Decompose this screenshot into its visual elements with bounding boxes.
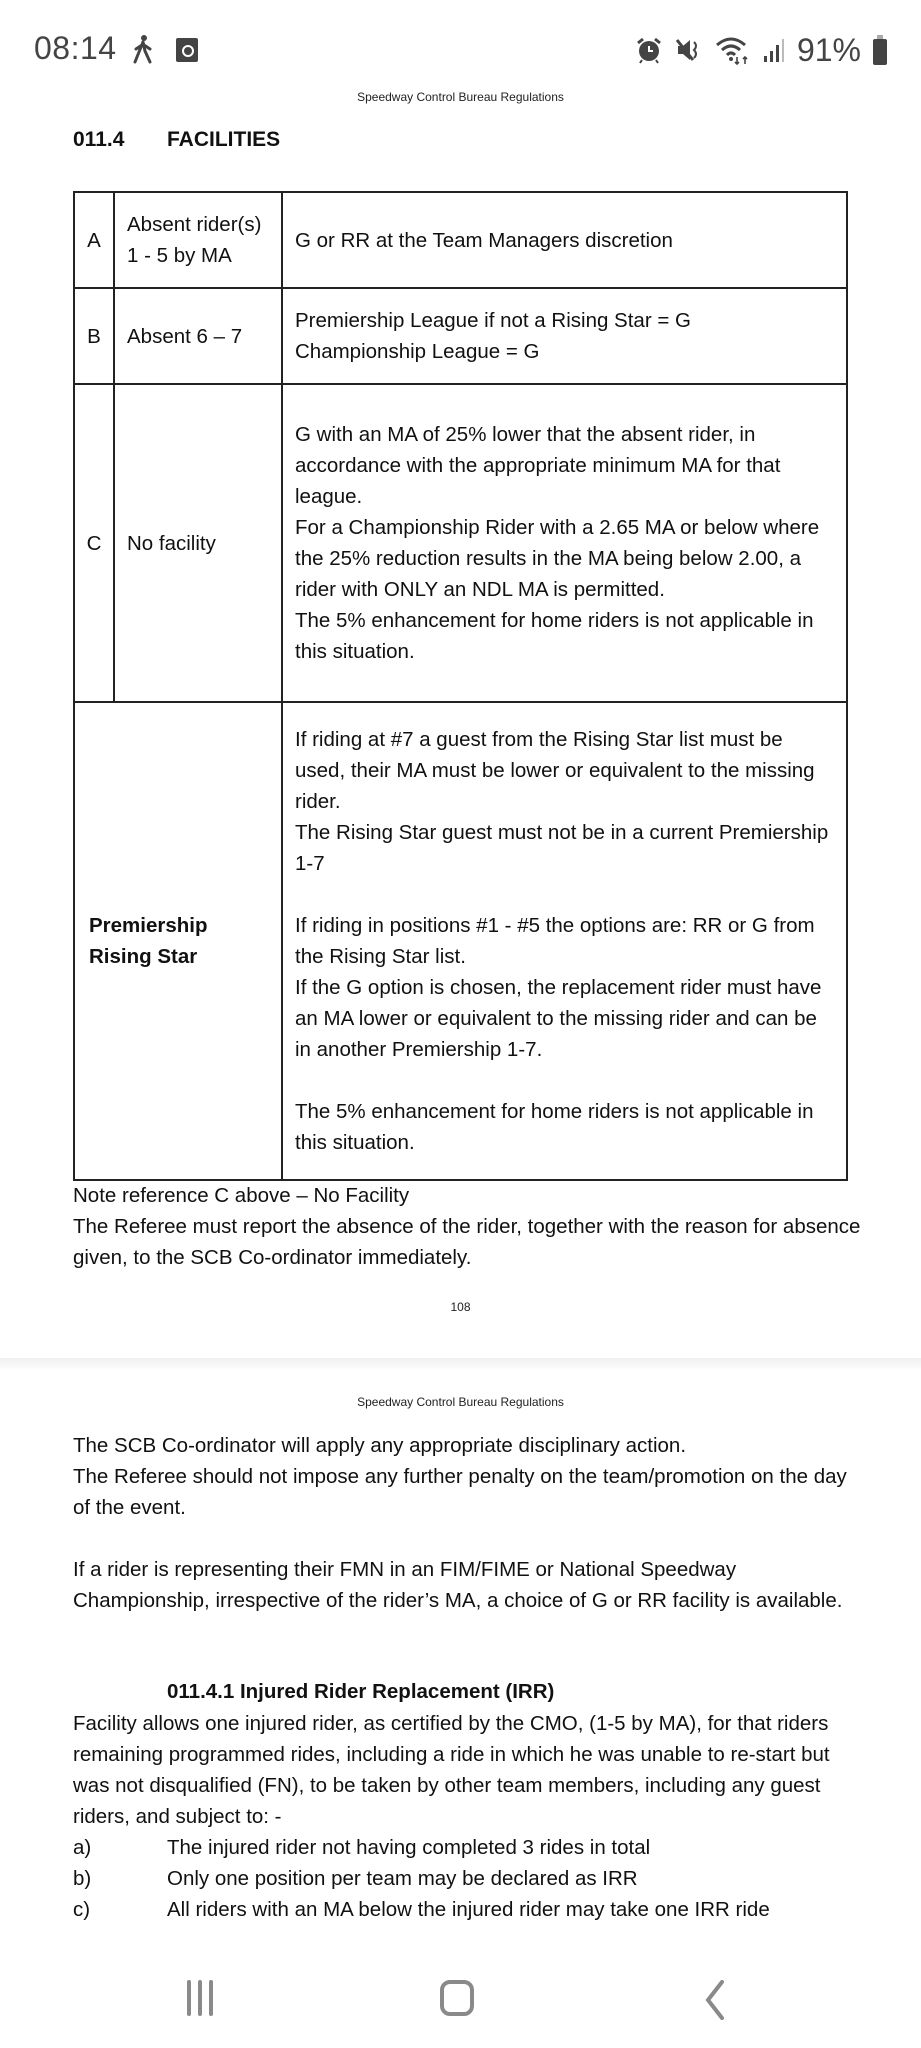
status-bar <box>0 0 921 100</box>
page-separator <box>0 1358 921 1370</box>
section-title <box>73 128 280 152</box>
note-heading: Note reference C above – No Facility <box>73 1184 410 1207</box>
list-item <box>73 1894 873 1925</box>
section-title-text: FACILITIES <box>167 128 281 151</box>
list-item <box>73 1832 873 1863</box>
recents-button[interactable] <box>182 1980 218 2020</box>
status-icons <box>635 30 887 70</box>
list-text: Only one position per team may be declared as IRR <box>167 1867 638 1890</box>
list-item <box>73 1863 873 1894</box>
navigation-bar <box>0 1940 921 2048</box>
facilities-table <box>73 191 848 1181</box>
table-row <box>74 192 847 288</box>
running-head: Speedway Control Bureau Regulations <box>357 1395 564 1409</box>
row-label: Absent rider(s) 1 - 5 by MA <box>114 192 282 288</box>
list-marker: c) <box>73 1898 91 1921</box>
paragraph: If a rider is representing their FMN in an FIM/FIME or National Speedway Championship, irrespective of the rider’s MA, a choice of G or RR facility is available. <box>73 1558 843 1612</box>
row-content: Premiership League if not a Rising Star = G Championship League = G <box>282 288 847 384</box>
list-text: All riders with an MA below the injured rider may take one IRR ride <box>167 1898 770 1921</box>
row-label: No facility <box>114 384 282 702</box>
list-text: The injured rider not having completed 3 rides in total <box>167 1836 651 1859</box>
alarm-icon <box>635 36 663 64</box>
row-code: B <box>74 288 114 384</box>
home-button[interactable] <box>440 1980 474 2016</box>
battery-icon <box>873 39 887 65</box>
mute-icon <box>675 36 703 64</box>
note-body: The Referee must report the absence of the rider, together with the reason for absence given, to the SCB Co-ordinator immediately. <box>73 1215 861 1269</box>
walking-person-icon <box>130 34 156 64</box>
recents-icon <box>187 1980 191 2016</box>
table-row <box>74 288 847 384</box>
list-marker: a) <box>73 1836 92 1859</box>
row-content: If riding at #7 a guest from the Rising Star list must be used, their MA must be lower or equivalent to the missing rider. The Rising Star guest must not be in a current Premiership 1-7 If riding in positions #1 - #5 the options are: RR or G from the Rising Star list. If the G option is chosen, the replacement rider must have an MA lower or equivalent to the missing rider and can be in another Premiership 1-7. The 5% enhancement for home riders is not applicable in this situation. <box>282 702 847 1180</box>
back-chevron-icon <box>708 1982 722 2018</box>
back-button[interactable] <box>700 1980 728 2020</box>
section-number: 011.4 <box>73 128 125 151</box>
battery-percent: 91% <box>796 31 861 68</box>
running-head: Speedway Control Bureau Regulations <box>357 90 564 104</box>
paragraph: The Referee should not impose any further penalty on the team/promotion on the day of the event. <box>73 1465 847 1519</box>
subsection-body: Facility allows one injured rider, as certified by the CMO, (1-5 by MA), for that riders remaining programmed rides, including a ride in which he was unable to re-start but was not disqualified (FN), to be taken by other team members, including any guest riders, and subject to: - <box>73 1712 830 1828</box>
page-number: 108 <box>450 1300 471 1314</box>
table-row <box>74 384 847 702</box>
table-row <box>74 702 847 1180</box>
paragraph: The SCB Co-ordinator will apply any appropriate disciplinary action. <box>73 1434 687 1457</box>
row-label-rising-star: Premiership Rising Star <box>74 702 282 1180</box>
row-code: C <box>74 384 114 702</box>
row-content: G or RR at the Team Managers discretion <box>282 192 847 288</box>
signal-icon <box>763 36 785 64</box>
wifi-icon <box>715 35 751 65</box>
subsection-heading: 011.4.1 Injured Rider Replacement (IRR) <box>167 1680 555 1703</box>
status-time: 08:14 <box>34 30 117 66</box>
row-code: A <box>74 192 114 288</box>
row-content: G with an MA of 25% lower that the absent rider, in accordance with the appropriate minimum MA for that league. For a Championship Rider with a 2.65 MA or below where the 25% reduction results in the MA being below 2.00, a rider with ONLY an NDL MA is permitted. The 5% enhancement for home riders is not applicable in this situation. <box>282 384 847 702</box>
list-marker: b) <box>73 1867 92 1890</box>
clock-app-icon <box>176 38 198 62</box>
row-label: Absent 6 – 7 <box>114 288 282 384</box>
